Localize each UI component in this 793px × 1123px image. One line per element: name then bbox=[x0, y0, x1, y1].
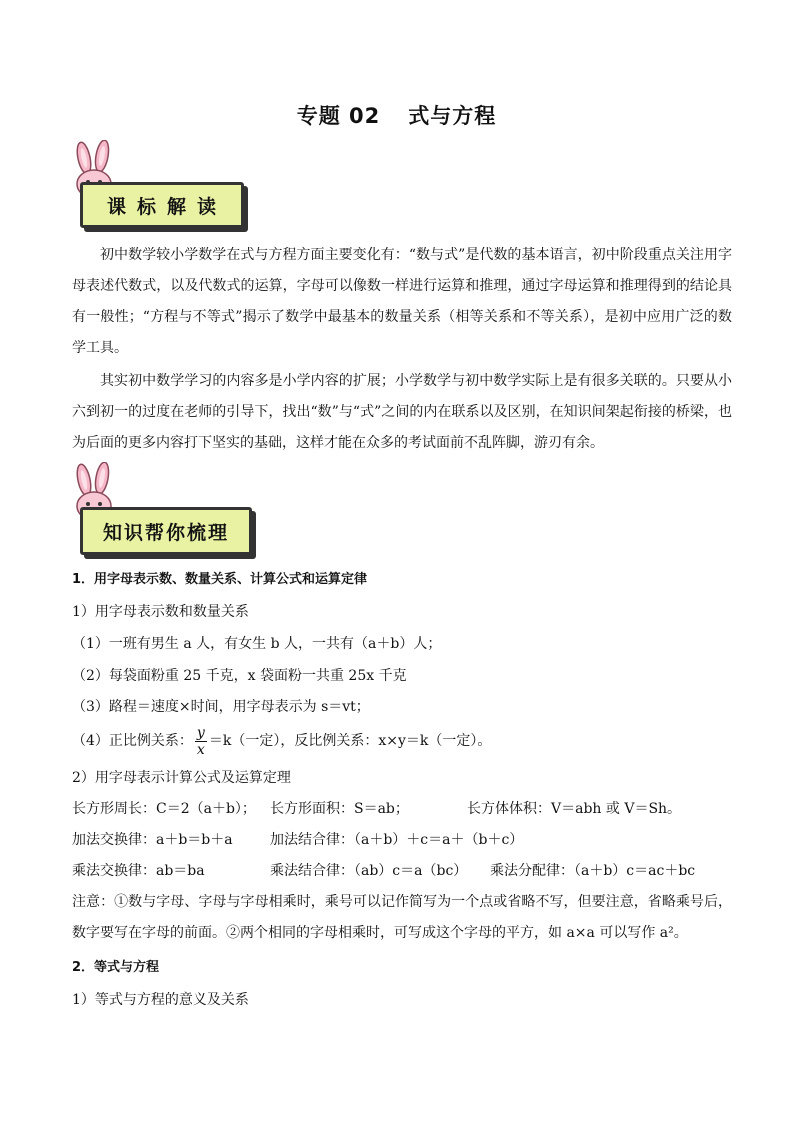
subheading-1: 1）用字母表示数和数量关系 bbox=[72, 604, 249, 620]
note-paragraph: 注意：①数与字母、字母与字母相乘时，乘号可以记作简写为一个点或省略不写，但要注意，省略乘号后，数字要写在字母的前面。②两个相同的字母相乘时，可写成这个字母的平方，如 a×a 可以写作 a²。 bbox=[72, 894, 732, 941]
page-title bbox=[0, 100, 793, 130]
badge-box bbox=[80, 507, 252, 555]
cuboid-volume: 长方体体积：V＝abh 或 V＝Sh。 bbox=[467, 801, 682, 817]
heading-1: 1．用字母表示数、数量关系、计算公式和运算定律 bbox=[72, 572, 368, 587]
heading-2: 2．等式与方程 bbox=[72, 960, 160, 975]
fraction bbox=[195, 725, 207, 758]
rectangle-perimeter: 长方形周长：C＝2（a＋b）； bbox=[72, 801, 256, 817]
rectangle-area: 长方形面积：S＝ab； bbox=[270, 801, 409, 817]
subheading-3: 1）等式与方程的意义及关系 bbox=[72, 992, 249, 1008]
proportion-label: （4）正比例关系： bbox=[72, 733, 193, 749]
multiplication-associative: 乘法结合律：（ab）c＝a（bc） bbox=[270, 863, 468, 879]
multiplication-commutative: 乘法交换律：ab＝ba bbox=[72, 863, 205, 879]
fraction-numerator: y bbox=[196, 724, 205, 741]
badge-box bbox=[80, 182, 244, 228]
badge-label: 课标解读 bbox=[106, 195, 227, 218]
intro-paragraph-1: 初中数学较小学数学在式与方程方面主要变化有：“数与式”是代数的基本语言，初中阶段重点关注用字母表述代数式，以及代数式的运算，字母可以像数一样进行运算和推理，通过字母运算和推理得到的结论具有一般性；“方程与不等式”揭示了数学中最基本的数量关系（相等关系和不等关系），是初中应用广泛的数学工具。 bbox=[72, 247, 732, 356]
subheading-2: 2）用字母表示计算公式及运算定理 bbox=[72, 770, 291, 786]
title-number: 专题 02 bbox=[296, 104, 381, 128]
example-line-3: （3）路程＝速度×时间，用字母表示为 s＝vt； bbox=[72, 699, 370, 715]
multiplication-distributive: 乘法分配律：（a＋b）c＝ac＋bc bbox=[490, 863, 696, 879]
fraction-denominator: x bbox=[196, 741, 205, 758]
addition-commutative: 加法交换律：a＋b＝b＋a bbox=[72, 832, 233, 848]
proportion-rest: ＝k（一定），反比例关系：x×y＝k（一定）。 bbox=[208, 733, 492, 749]
example-line-4 bbox=[72, 724, 491, 758]
intro-paragraph-2: 其实初中数学学习的内容多是小学内容的扩展；小学数学与初中数学实际上是有很多关联的。只要从小六到初一的过度在老师的引导下，找出“数”与“式”之间的内在联系以及区别，在知识间架起衔接的桥梁，也为后面的更多内容打下坚实的基础，这样才能在众多的考试面前不乱阵脚，游刃有余。 bbox=[72, 373, 732, 451]
example-line-1: （1）一班有男生 a 人，有女生 b 人，一共有（a＋b）人； bbox=[72, 636, 442, 652]
example-line-2: （2）每袋面粉重 25 千克，x 袋面粉一共重 25x 千克 bbox=[72, 668, 407, 684]
title-text: 式与方程 bbox=[408, 104, 497, 128]
section-badge-curriculum bbox=[66, 140, 256, 235]
badge-label: 知识帮你梳理 bbox=[102, 521, 229, 544]
section-badge-knowledge bbox=[66, 462, 266, 557]
addition-associative: 加法结合律：（a＋b）＋c＝a＋（b＋c） bbox=[270, 832, 524, 848]
